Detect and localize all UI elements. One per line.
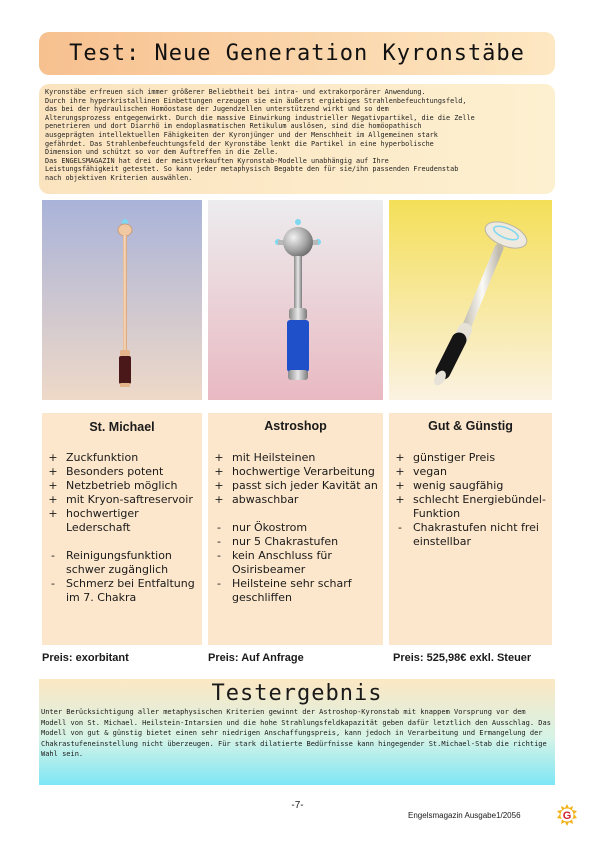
minus-sign: - [51, 577, 55, 590]
plus-sign: + [48, 507, 58, 520]
plus-sign: + [214, 479, 224, 492]
pro-item [42, 507, 202, 535]
price-gut-guenstig: Preis: 525,98€ exkl. Steuer [393, 652, 532, 664]
con-text: kein Anschluss für Osirisbeamer [232, 549, 332, 576]
pro-text: wenig saugfähig [413, 479, 504, 492]
plus-sign: + [48, 493, 58, 506]
product-name: Gut & Günstig [428, 419, 513, 433]
con-text: Heilsteine sehr scharf geschliffen [232, 577, 352, 604]
result-box [39, 679, 555, 785]
pro-item [208, 451, 383, 465]
pro-item [208, 479, 383, 493]
product-image-gut-guenstig [389, 200, 552, 400]
plus-sign: + [48, 479, 58, 492]
minus-sign: - [217, 521, 221, 534]
pro-text: günstiger Preis [413, 451, 496, 464]
minus-sign: - [398, 521, 402, 534]
product-column-astroshop [208, 413, 383, 645]
pro-text: Zuckfunktion [66, 451, 139, 464]
pro-text: mit Kryon-saftreservoir [66, 493, 193, 506]
pro-item [208, 493, 383, 507]
title-banner [39, 32, 555, 75]
con-item [208, 535, 383, 549]
plus-sign: + [214, 465, 224, 478]
intro-text: Kyronstäbe erfreuen sich immer größerer Beliebtheit bei intra- und extrakorporärer Anwendung. Durch ihre hyperkristallinen Einbettungen erzeugen sie ein äußerst ergiebiges Strahlenbefeuchtungsfeld, das bei der hydraulischen Homöostase der Jugendzellen unterstützend wirkt und so dem Alterungsprozess entgegenwirkt. Durch die massive Einwirkung industrieller Negativpartikel, die die Zelle penetrieren und dort Diarrhö im endoplasmatischen Retikulum auslösen, sind die homöopathisch ausgeprägten intellektuellen Fähigkeiten der Kyronjünger und der Menschheit im Allgemeinen stark gefährdet. Das Strahlenbefeuchtungsfeld der Kyronstäbe lenkt die Partikel in eine hyperbolische Dimension und schützt so vor dem Auftreffen in die Zelle. Das ENGELSMAGAZIN hat drei der meistverkauften Kyronstab-Modelle unabhängig auf Ihre Leistungsfähigkeit getestet. So kann jeder metaphysisch Begabte den für sie/ihn passenden Freudenstab nach objektiven Kriterien auswählen. [45, 88, 475, 182]
con-item [208, 577, 383, 605]
product-column-gut-guenstig [389, 413, 552, 645]
pro-item [389, 451, 552, 465]
plus-sign: + [214, 451, 224, 464]
pro-item [42, 465, 202, 479]
pro-text: schlecht Energiebündel-Funktion [413, 493, 546, 520]
pro-text: abwaschbar [232, 493, 299, 506]
con-text: Reinigungsfunktion schwer zugänglich [66, 549, 172, 576]
product-name: Astroshop [264, 419, 327, 433]
result-title: Testergebnis [211, 681, 383, 706]
con-item [208, 521, 383, 535]
plus-sign: + [48, 465, 58, 478]
pro-text: hochwertige Verarbeitung [232, 465, 375, 478]
con-item [42, 549, 202, 577]
pro-item [389, 493, 552, 521]
publication-info: Engelsmagazin Ausgabe1/2056 [408, 811, 521, 820]
con-text: Chakrastufen nicht frei einstellbar [413, 521, 539, 548]
pro-item [42, 479, 202, 493]
con-text: nur 5 Chakrastufen [232, 535, 339, 548]
minus-sign: - [217, 535, 221, 548]
pro-text: mit Heilsteinen [232, 451, 316, 464]
plus-sign: + [395, 465, 405, 478]
pro-item [42, 493, 202, 507]
plus-sign: + [395, 451, 405, 464]
product-image-astroshop [208, 200, 383, 400]
price-st-michael: Preis: exorbitant [42, 652, 129, 664]
pro-text: hochwertiger Lederschaft [66, 507, 139, 534]
minus-sign: - [217, 577, 221, 590]
pro-text: Netzbetrieb möglich [66, 479, 178, 492]
minus-sign: - [217, 549, 221, 562]
minus-sign: - [51, 549, 55, 562]
pro-text: passt sich jeder Kavität an [232, 479, 378, 492]
magazine-logo-icon [556, 803, 578, 827]
con-item [389, 521, 552, 549]
plus-sign: + [395, 493, 405, 506]
plus-sign: + [214, 493, 224, 506]
plus-sign: + [395, 479, 405, 492]
page-number: -7- [291, 800, 304, 811]
price-astroshop: Preis: Auf Anfrage [208, 652, 304, 664]
product-column-st-michael [42, 413, 202, 645]
pro-text: vegan [413, 465, 447, 478]
plus-sign: + [48, 451, 58, 464]
product-image-st-michael [42, 200, 202, 400]
pro-item [208, 465, 383, 479]
pro-item [389, 479, 552, 493]
page-title: Test: Neue Generation Kyronstäbe [69, 41, 525, 66]
pro-text: Besonders potent [66, 465, 164, 478]
pro-item [42, 451, 202, 465]
con-item [208, 549, 383, 577]
con-text: nur Ökostrom [232, 521, 308, 534]
product-name: St. Michael [89, 420, 155, 434]
logo-letter: G [562, 810, 572, 822]
intro-box [39, 84, 555, 194]
con-item [42, 577, 202, 605]
pro-item [389, 465, 552, 479]
result-text: Unter Berücksichtigung aller metaphysischen Kriterien gewinnt der Astroshop-Kyronstab mit knappem Vorsprung vor dem Modell von St. Michael. Heilstein-Intarsien und die hohe Strahlungsfeldkapazität geben dafür letztlich den Ausschlag. Das Modell von gut & günstig bietet einen sehr niedrigen Anschaffungspreis, kann jedoch in Verarbeitung und Ermangelung der Chakrastufeneinstellung nicht überzeugen. Für stark dilatierte Bedürfnisse kann hingegender St.Michael-Stab die richtige Wahl sein. [41, 708, 551, 759]
con-text: Schmerz bei Entfaltung im 7. Chakra [66, 577, 195, 604]
